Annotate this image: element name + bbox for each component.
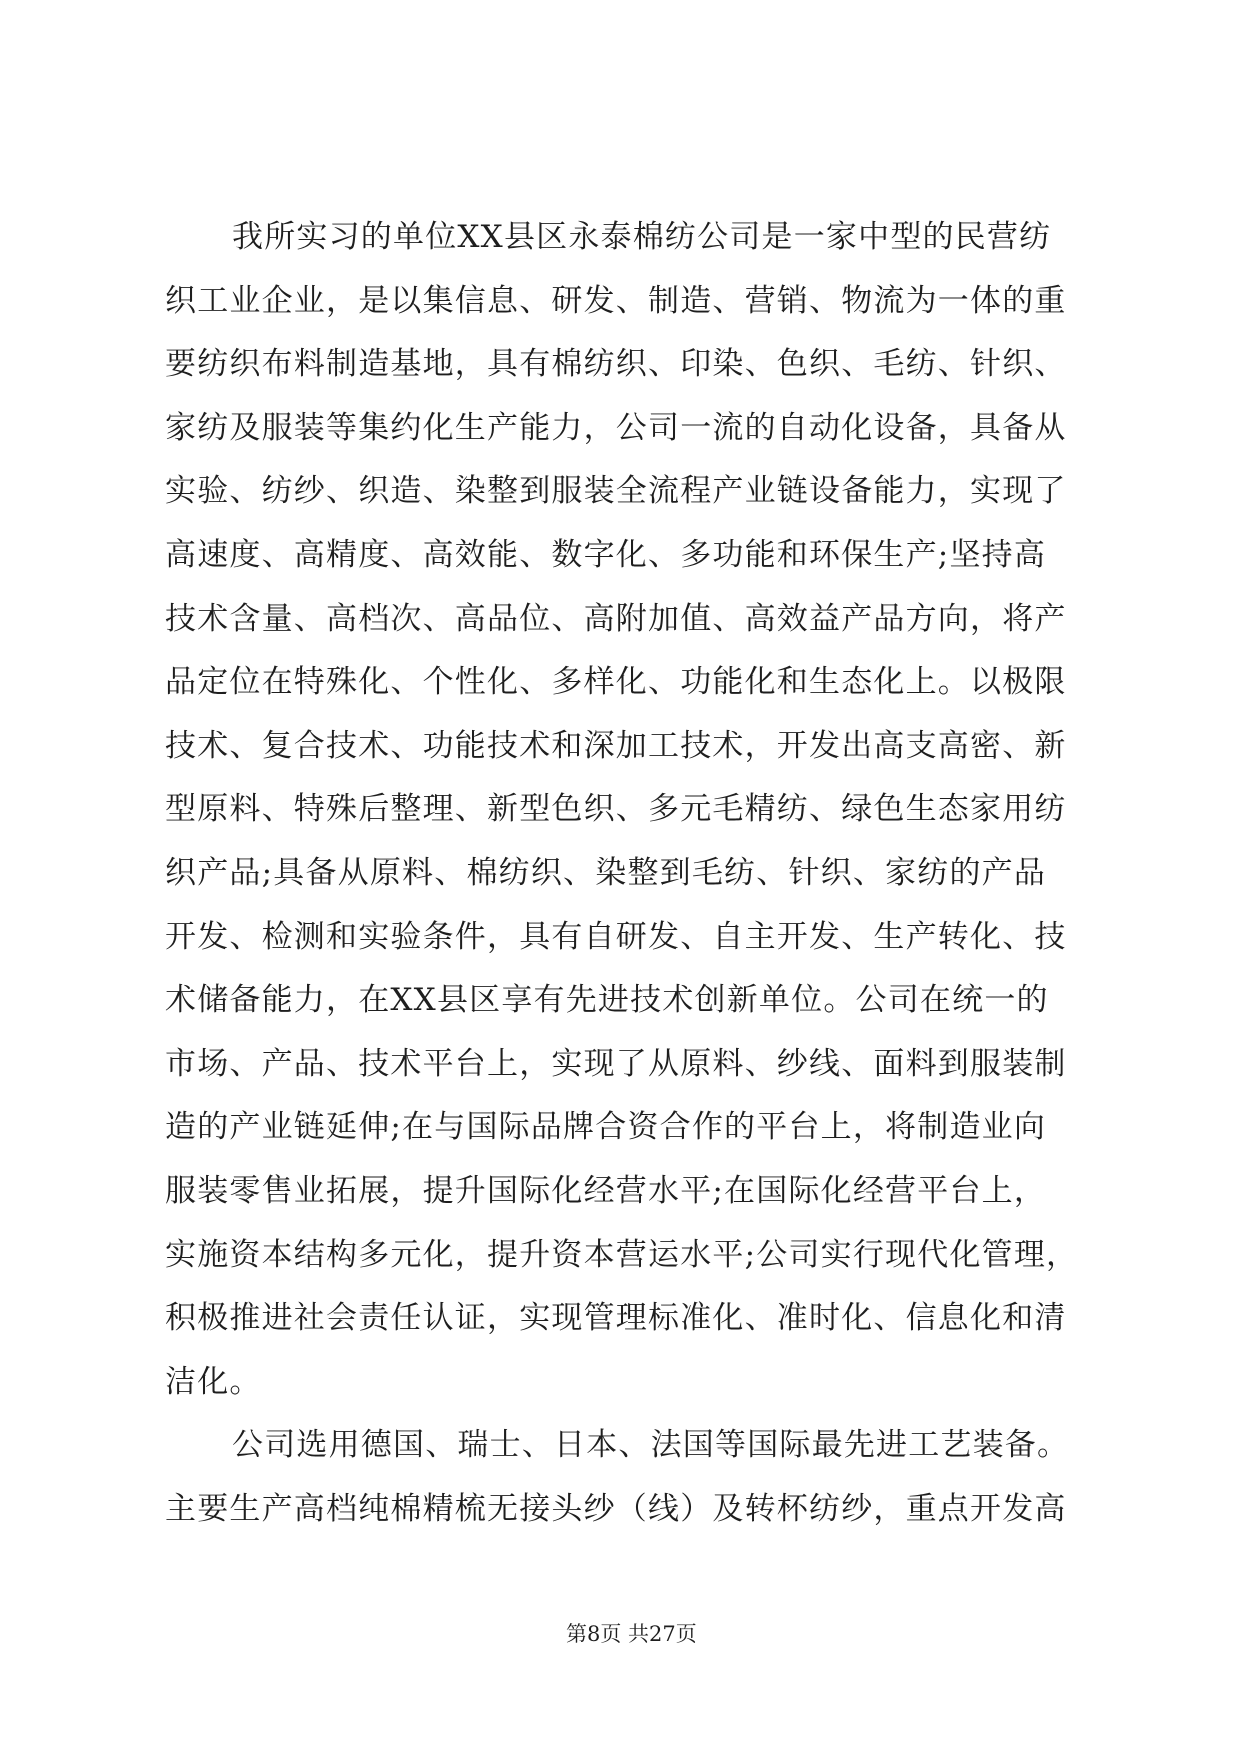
text-line: 洁化。 [165,1363,262,1400]
document-body [165,206,1115,1541]
text-line: 实施资本结构多元化，提升资本营运水平;公司实行现代化管理， [165,1236,1079,1273]
text-line: 服装零售业拓展，提升国际化经营水平;在国际化经营平台上， [165,1172,1047,1209]
text-line: 高速度、高精度、高效能、数字化、多功能和环保生产;坚持高 [165,536,1047,573]
text-line: 造的产业链延伸;在与国际品牌合资合作的平台上，将制造业向 [165,1109,1047,1146]
paragraph-2 [165,1414,1115,1541]
page-number-footer: 第8页 共27页 [566,1622,697,1646]
text-line: 公司选用德国、瑞士、日本、法国等国际最先进工艺装备。 [232,1427,1070,1464]
text-line: 家纺及服装等集约化生产能力，公司一流的自动化设备，具备从 [165,409,1067,446]
text-line: 品定位在特殊化、个性化、多样化、功能化和生态化上。以极限 [165,664,1067,701]
text-line: 市场、产品、技术平台上，实现了从原料、纱线、面料到服装制 [165,1045,1067,1082]
text-line: 开发、检测和实验条件，具有自研发、自主开发、生产转化、技 [165,918,1067,955]
text-line: 技术含量、高档次、高品位、高附加值、高效益产品方向，将产 [165,600,1067,637]
text-line: 型原料、特殊后整理、新型色织、多元毛精纺、绿色生态家用纺 [165,791,1067,828]
text-line: 织产品;具备从原料、棉纺织、染整到毛纺、针织、家纺的产品 [165,854,1047,891]
text-line: 我所实习的单位XX县区永泰棉纺公司是一家中型的民营纺 [232,219,1052,255]
paragraph-1 [165,206,1115,1414]
text-line: 术储备能力，在XX县区享有先进技术创新单位。公司在统一的 [165,982,1049,1019]
text-line: 技术、复合技术、功能技术和深加工技术，开发出高支高密、新 [165,727,1067,764]
text-line: 织工业企业，是以集信息、研发、制造、营销、物流为一体的重 [165,282,1067,319]
text-line: 主要生产高档纯棉精梳无接头纱（线）及转杯纺纱，重点开发高 [165,1490,1067,1527]
text-line: 要纺织布料制造基地，具有棉纺织、印染、色织、毛纺、针织、 [165,346,1067,383]
text-line: 实验、纺纱、织造、染整到服装全流程产业链设备能力，实现了 [165,473,1067,510]
text-line: 积极推进社会责任认证，实现管理标准化、准时化、信息化和清 [165,1300,1067,1337]
